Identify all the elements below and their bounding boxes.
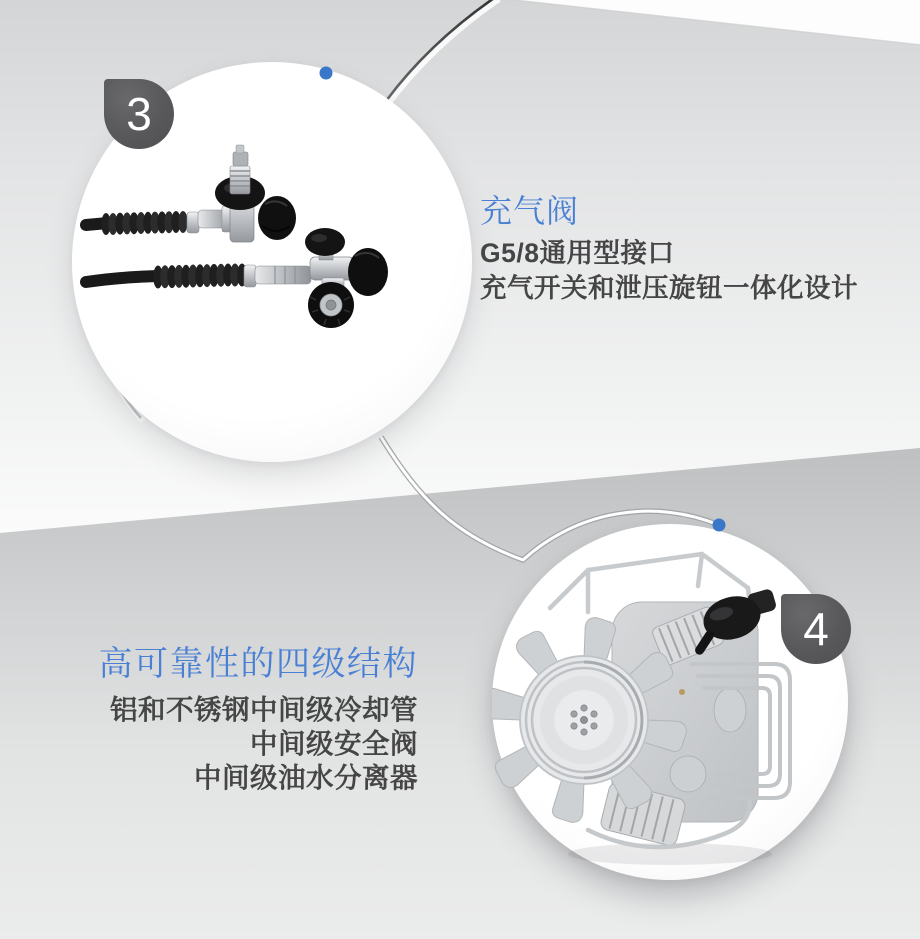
- brass-fitting: [679, 689, 685, 695]
- feature-number-badge-4: [781, 594, 851, 664]
- feature-4-line-2: 中间级安全阀: [250, 728, 418, 759]
- feature-number-4: 4: [803, 603, 829, 655]
- fan-pulley: [520, 656, 648, 784]
- feature-4-line-1: 铝和不锈钢中间级冷却管: [110, 694, 418, 725]
- feature-4-title: 高可靠性的四级结构: [98, 645, 418, 683]
- feature-4-text-block: [99, 644, 419, 795]
- valve-unit-lower: [86, 228, 388, 328]
- feature-3-text-block: [480, 192, 858, 306]
- valve-unit-upper: [86, 145, 296, 242]
- feature-3-line-1: G5/8通用型接口: [480, 238, 675, 268]
- feature-4-line-3: 中间级油水分离器: [194, 762, 418, 793]
- feature-number-badge-3: [104, 79, 174, 149]
- compressor-illustration: [492, 524, 848, 880]
- feature-4-image-circle: [492, 524, 848, 880]
- feature-3-line-2: 充气开关和泄压旋钮一体化设计: [480, 273, 858, 303]
- feature-3-title: 充气阀: [480, 193, 580, 229]
- stage-cylinder-2: [670, 756, 706, 792]
- stage-cylinder: [714, 688, 746, 732]
- feature-number-3: 3: [126, 88, 152, 140]
